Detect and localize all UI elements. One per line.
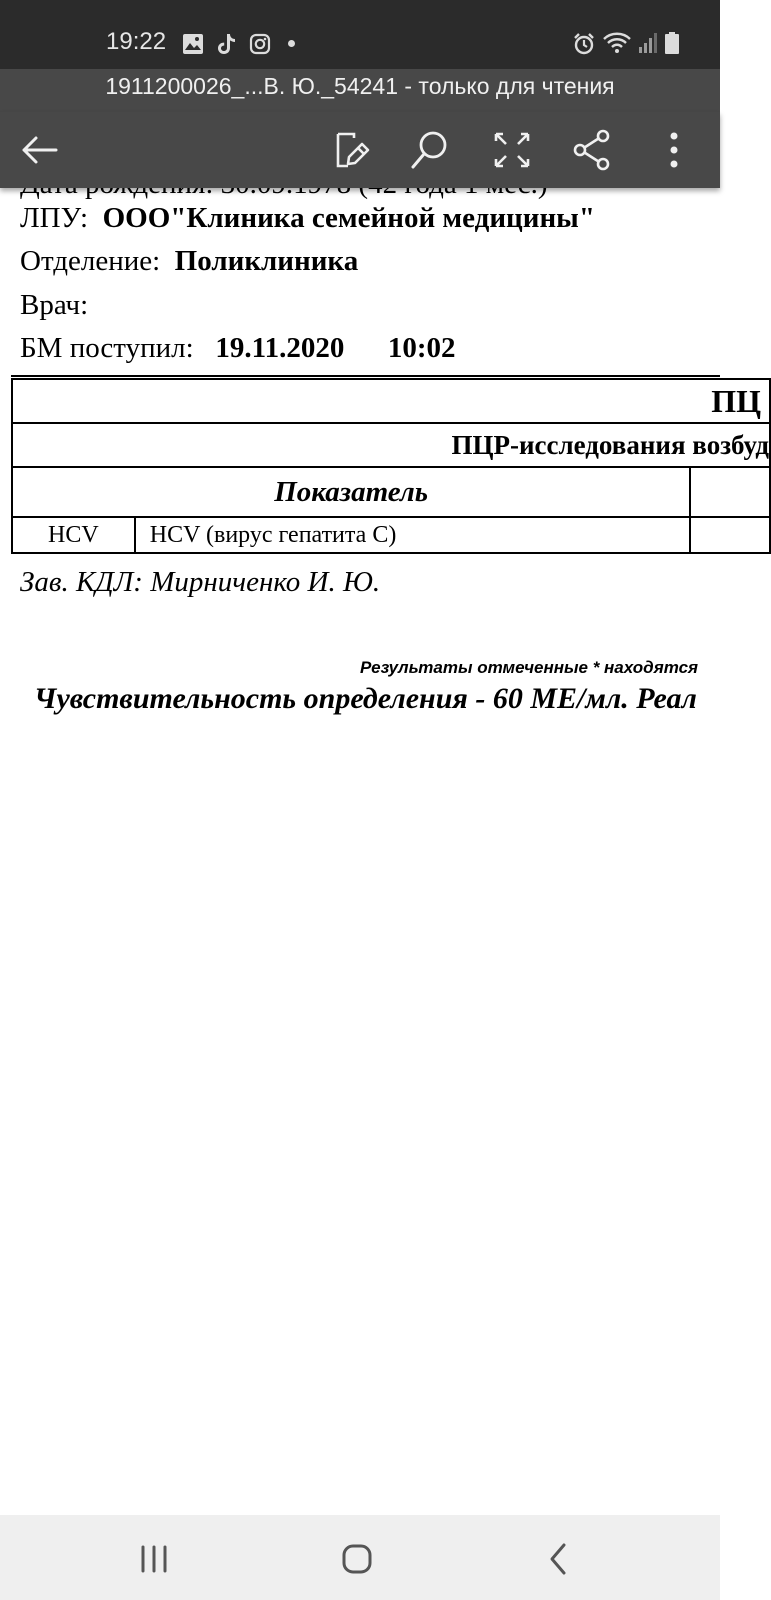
status-bar xyxy=(0,0,720,69)
lpu-line xyxy=(20,202,595,235)
home-icon[interactable] xyxy=(335,1537,379,1581)
title-bar xyxy=(0,69,720,112)
row-code: HCV xyxy=(12,517,135,553)
document-title: 1911200026_...В. Ю._54241 - только для чтения xyxy=(105,73,615,99)
bm-label: БМ поступил: xyxy=(20,332,194,364)
toolbar xyxy=(0,112,720,188)
lpu-value: ООО"Клиника семейной медицины" xyxy=(102,202,595,234)
notification-dot-icon xyxy=(288,40,295,47)
department-label: Отделение: xyxy=(20,245,161,277)
status-time: 19:22 xyxy=(106,28,167,55)
more-options-icon[interactable] xyxy=(650,126,698,174)
table-subheading-row xyxy=(12,423,770,467)
back-arrow-icon[interactable] xyxy=(16,126,64,174)
search-icon[interactable] xyxy=(406,126,454,174)
fullscreen-icon[interactable] xyxy=(488,126,536,174)
results-note: Результаты отмеченные * находятся xyxy=(360,658,699,677)
row-cut xyxy=(690,517,770,553)
edit-icon[interactable] xyxy=(326,126,374,174)
battery-icon xyxy=(664,31,680,55)
table-row xyxy=(12,517,770,553)
navigation-bar xyxy=(0,1515,720,1600)
doctor-line xyxy=(20,289,88,322)
divider-line xyxy=(11,375,720,377)
table-column-header-row xyxy=(12,467,770,517)
lpu-label: ЛПУ: xyxy=(20,202,89,234)
tiktok-icon xyxy=(216,32,238,56)
doctor-label: Врач: xyxy=(20,289,89,321)
results-table xyxy=(11,378,771,554)
bm-time: 10:02 xyxy=(387,332,456,364)
department-line xyxy=(20,245,358,278)
signal-icon xyxy=(638,32,658,54)
sensitivity-note: Чувствительность определения - 60 МЕ/мл. Реал xyxy=(34,682,697,715)
image-icon xyxy=(182,33,204,55)
instagram-icon xyxy=(249,33,271,55)
share-icon[interactable] xyxy=(568,126,616,174)
row-name: HCV (вирус гепатита С) xyxy=(135,517,690,553)
table-subheading: ПЦР-исследования возбуд xyxy=(12,423,770,467)
table-heading-row xyxy=(12,379,770,423)
wifi-icon xyxy=(602,31,632,55)
document-view[interactable] xyxy=(0,188,769,1515)
department-value: Поликлиника xyxy=(174,245,359,277)
signer-line: Зав. КДЛ: Мирниченко И. Ю. xyxy=(20,566,381,598)
column-header-indicator: Показатель xyxy=(12,467,690,517)
bm-line xyxy=(20,332,456,365)
alarm-icon xyxy=(572,32,596,56)
back-icon[interactable] xyxy=(537,1537,581,1581)
recent-apps-icon[interactable] xyxy=(133,1537,177,1581)
column-header-cut xyxy=(690,467,770,517)
bm-date: 19.11.2020 xyxy=(215,332,345,364)
table-heading: ПЦ xyxy=(12,379,770,423)
